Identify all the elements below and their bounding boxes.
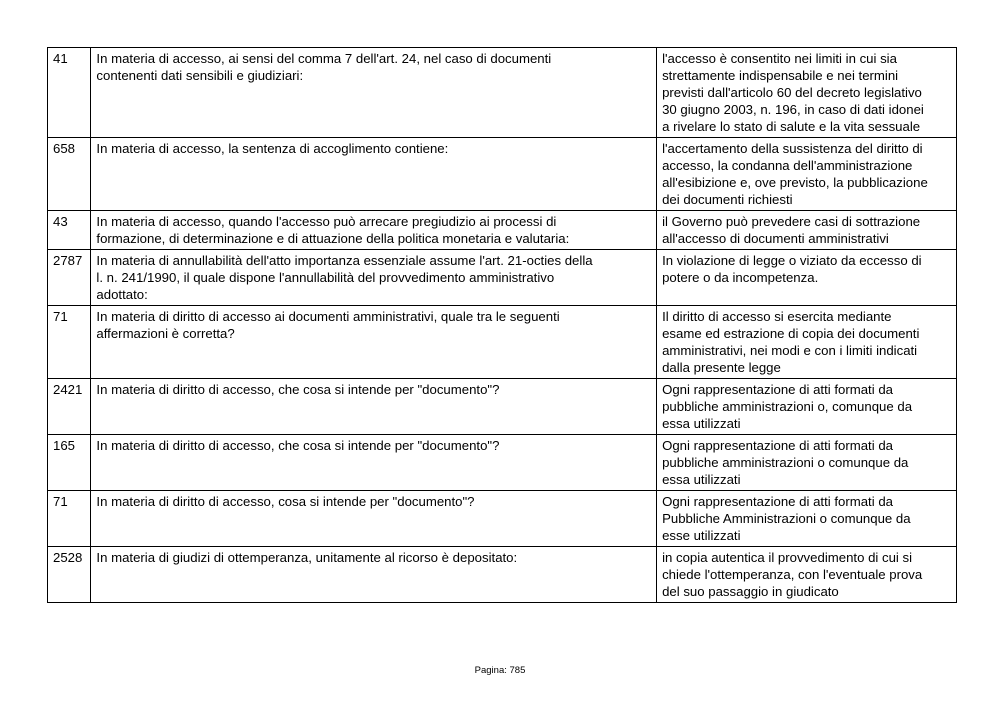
question-number: 41 (48, 48, 91, 138)
answer-text: Ogni rappresentazione di atti formati da pubbliche amministrazioni o, comunque da essa utilizzati (657, 379, 957, 435)
table-row (48, 379, 957, 435)
answer-text: Ogni rappresentazione di atti formati da Pubbliche Amministrazioni o comunque da esse utilizzati (657, 491, 957, 547)
answer-text: Ogni rappresentazione di atti formati da pubbliche amministrazioni o comunque da essa utilizzati (657, 435, 957, 491)
table-row (48, 138, 957, 211)
question-text: In materia di diritto di accesso, che cosa si intende per "documento"? (91, 379, 657, 435)
table-row (48, 48, 957, 138)
answer-text: In violazione di legge o viziato da eccesso di potere o da incompetenza. (657, 250, 957, 306)
question-text: In materia di accesso, ai sensi del comma 7 dell'art. 24, nel caso di documenti contenenti dati sensibili e giudiziari: (91, 48, 657, 138)
question-text: In materia di giudizi di ottemperanza, unitamente al ricorso è depositato: (91, 547, 657, 603)
page-number: Pagina: 785 (474, 665, 526, 676)
quiz-table (47, 47, 957, 603)
question-text: In materia di accesso, quando l'accesso può arrecare pregiudizio ai processi di formazione, di determinazione e di attuazione della politica monetaria e valutaria: (91, 211, 657, 250)
question-number: 43 (48, 211, 91, 250)
question-number: 71 (48, 306, 91, 379)
table-row (48, 211, 957, 250)
table-row (48, 547, 957, 603)
question-text: In materia di accesso, la sentenza di accoglimento contiene: (91, 138, 657, 211)
table-row (48, 491, 957, 547)
table-row (48, 435, 957, 491)
answer-text: Il diritto di accesso si esercita mediante esame ed estrazione di copia dei documenti amministrativi, nei modi e con i limiti indicati dalla presente legge (657, 306, 957, 379)
question-number: 658 (48, 138, 91, 211)
question-number: 71 (48, 491, 91, 547)
table-row (48, 306, 957, 379)
question-number: 2421 (48, 379, 91, 435)
question-text: In materia di annullabilità dell'atto importanza essenziale assume l'art. 21-octies della l. n. 241/1990, il quale dispone l'annullabilità del provvedimento amministrativo adottato: (91, 250, 657, 306)
question-text: In materia di diritto di accesso ai documenti amministrativi, quale tra le seguenti affermazioni è corretta? (91, 306, 657, 379)
table-row (48, 250, 957, 306)
answer-text: l'accertamento della sussistenza del diritto di accesso, la condanna dell'amministrazione all'esibizione e, ove previsto, la pubblicazione dei documenti richiesti (657, 138, 957, 211)
question-text: In materia di diritto di accesso, che cosa si intende per "documento"? (91, 435, 657, 491)
answer-text: il Governo può prevedere casi di sottrazione all'accesso di documenti amministrativi (657, 211, 957, 250)
answer-text: l'accesso è consentito nei limiti in cui sia strettamente indispensabile e nei termini previsti dall'articolo 60 del decreto legislativo 30 giugno 2003, n. 196, in caso di dati idonei a rivelare lo stato di salute e la vita sessuale (657, 48, 957, 138)
question-number: 2787 (48, 250, 91, 306)
answer-text: in copia autentica il provvedimento di cui si chiede l'ottemperanza, con l'eventuale prova del suo passaggio in giudicato (657, 547, 957, 603)
question-number: 2528 (48, 547, 91, 603)
question-number: 165 (48, 435, 91, 491)
question-text: In materia di diritto di accesso, cosa si intende per "documento"? (91, 491, 657, 547)
